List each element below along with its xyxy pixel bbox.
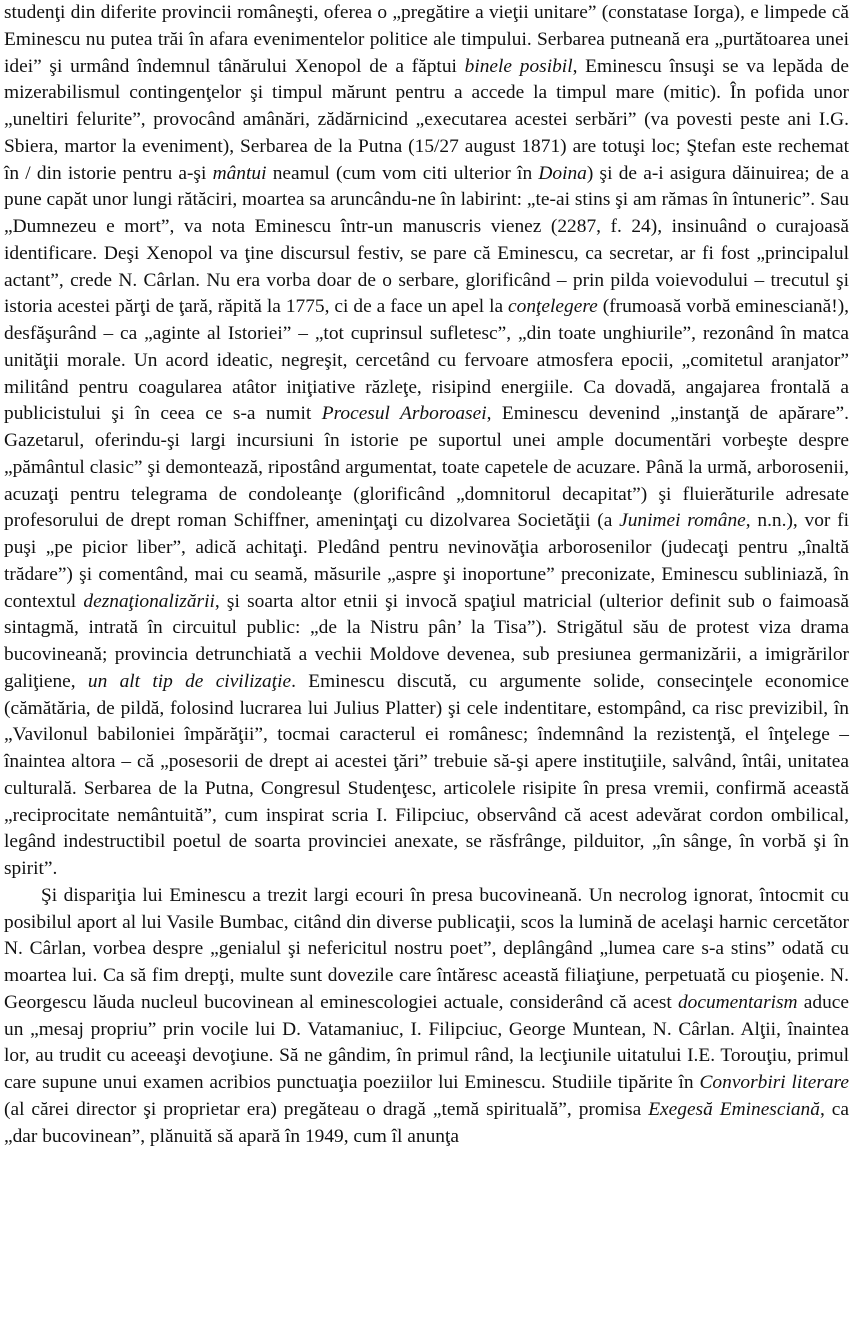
text-span: , ca „dar bucovinean”, plănuită să apară în 1949, cum îl anunţa — [4, 1098, 849, 1147]
text-span: Şi dispariţia lui Eminescu a trezit largi ecouri în presa bucovineană. Un necrolog ignorat, întocmit cu posibilul aport al lui Vasile Bumbac, citând din diverse publicaţii, scos la lumină de acelaşi harnic cercetător N. Cârlan, vorbea despre „genialul şi nefericitul nostru poet”, deplângând „lumea care s-a stins” odată cu moartea lui. Ca să fim drepţi, multe sunt dovezile care întăresc această filiaţiune, perpetuată cu pioşenie. N. Georgescu lăuda nucleul bucovinean al eminescologiei actuale, considerând că acest — [4, 884, 849, 1013]
text-span: neamul (cum vom citi ulterior în — [266, 162, 539, 184]
text-span: , n.n.), vor fi puşi „pe picior liber”, adică achitaţi. Pledând pentru nevinovăţia arborosenilor (judecaţi pentru „înaltă trădare”) şi comentând, mai cu seamă, măsurile „aspre şi inoportune” preconizate, Eminescu subliniază, în contextul — [4, 510, 849, 612]
text-span: (al cărei director şi proprietar era) pregăteau o dragă „temă spirituală”, promisa — [4, 1098, 649, 1120]
text-span: , şi soarta altor etnii şi invocă spaţiul matricial (ulterior definit sub o faimoasă sintagmă, intrată în circuitul public: „de la Nistru pân’ la Tisa”). Strigătul său de protest viza drama bucovineană; provincia detrunchiată a vechii Moldove devenea, sub presiunea germanizării, a imigrărilor galiţiene, — [4, 590, 849, 692]
paragraph — [4, 883, 849, 1151]
italic-text-span: Procesul Arboroasei — [321, 403, 487, 425]
text-span: (frumoasă vorbă eminesciană!), desfăşurând – ca „aginte al Istoriei” – „tot cuprinsul sufletesc”, „din toate unghiurile”, rezonând în matca unităţii morale. Un acord ideatic, negreşit, cercetând cu fervoare atmosfera epocii, „comitetul aranjator” militând pentru coagularea atâtor iniţiative răzleţe, risipind energiile. Ca dovadă, angajarea frontală a publicistului şi în ceea ce s-a numit — [4, 296, 849, 425]
text-span: , Eminescu devenind „instanţă de apărare”. Gazetarul, oferindu-şi largi incursiuni în istorie pe suportul unei ample documentări vorbeşte despre „pământul clasic” şi demontează, ripostând argumentat, toate capetele de acuzare. Până la urmă, arborosenii, acuzaţi pentru telegrama de condoleanţe (glorificând „domnitorul decapitat”) şi fluierăturile adresate profesorului de drept roman Schiffner, ameninţaţi cu dizolvarea Societăţii (a — [4, 403, 849, 532]
text-span: . Eminescu discută, cu argumente solide, consecinţele economice (cămătăria, de pildă, folosind lucrarea lui Julius Platter) şi cele indentitare, estompând, ca risc previzibil, în „Vavilonul babiloniei împărăţii”, tocmai caracterul ei românesc; îndemnând la rezistenţă, el înţelege – înaintea altora – că „posesorii de drept ai acestei ţări” trebuie să-şi apere instituţiile, salvând, întâi, unitatea culturală. Serbarea de la Putna, Congresul Studenţesc, articolele risipite în presa vremii, confirmă această „reciprocitate nemântuită”, cum inspirat scria I. Filipciuc, observând că acest adevărat cordon ombilical, legând indestructibil poetul de soarta provinciei anexate, se răsfrânge, pilduitor, „în sânge, în vorbă şi în spirit”. — [4, 670, 849, 879]
document-page — [4, 0, 849, 1150]
text-span: , Eminescu însuşi se va lepăda de mizerabilismul contingenţelor şi timpul mărunt pentru a accede la timpul mare (mitic). În pofida unor „uneltiri felurite”, provocând amânări, zădărnicind „executarea acestei serbări” (va povesti peste ani I.G. Sbiera, martor la eveniment), Serbarea de la Putna (15/27 august 1871) are totuşi loc; Ştefan este rechemat în / din istorie pentru a-şi — [4, 55, 849, 184]
italic-text-span: deznaţionalizării — [83, 590, 215, 612]
italic-text-span: conţelegere — [508, 296, 598, 318]
italic-text-span: Convorbiri literare — [699, 1072, 849, 1093]
italic-text-span: Junimei române — [619, 510, 746, 532]
italic-text-span: mântui — [212, 162, 267, 184]
text-span: ) şi de a-i asigura dăinuirea; de a pune capăt unor lungi rătăciri, moartea sa aruncându-ne în labirint: „te-ai stins şi am rămas în întuneric”. Sau „Dumnezeu e mort”, va nota Eminescu într-un manuscris vienez (2287, f. 24), insinuând o curajoasă identificare. Deşi Xenopol va ţine discursul festiv, se pare că Eminescu, ca secretar, ar fi fost „principalul actant”, crede N. Cârlan. Nu era vorba doar de o serbare, glorificând – prin pilda voievodului – trecutul şi istoria acestei părţi de ţară, răpită la 1775, ci de a face un apel la — [4, 162, 849, 318]
text-span: studenţi din diferite provincii româneşti, oferea o „pregătire a vieţii unitare” (constatase Iorga), e limpede că Eminescu nu putea trăi în afara evenimentelor politice ale timpului. Serbarea putneană era „purtătoarea unei idei” şi urmând îndemnul tânărului Xenopol de a făptui — [4, 2, 849, 77]
paragraph — [4, 0, 849, 883]
italic-text-span: Exegesă Eminesciană — [648, 1098, 820, 1120]
italic-text-span: documentarism — [677, 991, 798, 1013]
italic-text-span: binele posibil — [464, 55, 573, 77]
italic-text-span: Doina — [538, 162, 587, 184]
italic-text-span: un alt tip de civilizaţie — [87, 670, 292, 692]
text-span: aduce un „mesaj propriu” prin vocile lui D. Vatamaniuc, I. Filipciuc, George Muntean, N. Cârlan. Alţii, înaintea lor, au trudit cu aceeaşi devoţiune. Să ne gândim, în primul rând, la lecţiunile uitatului I.E. Torouţiu, primul care supune unui examen acribios punctuaţia poeziilor lui Eminescu. Studiile tipărite în — [4, 991, 849, 1093]
